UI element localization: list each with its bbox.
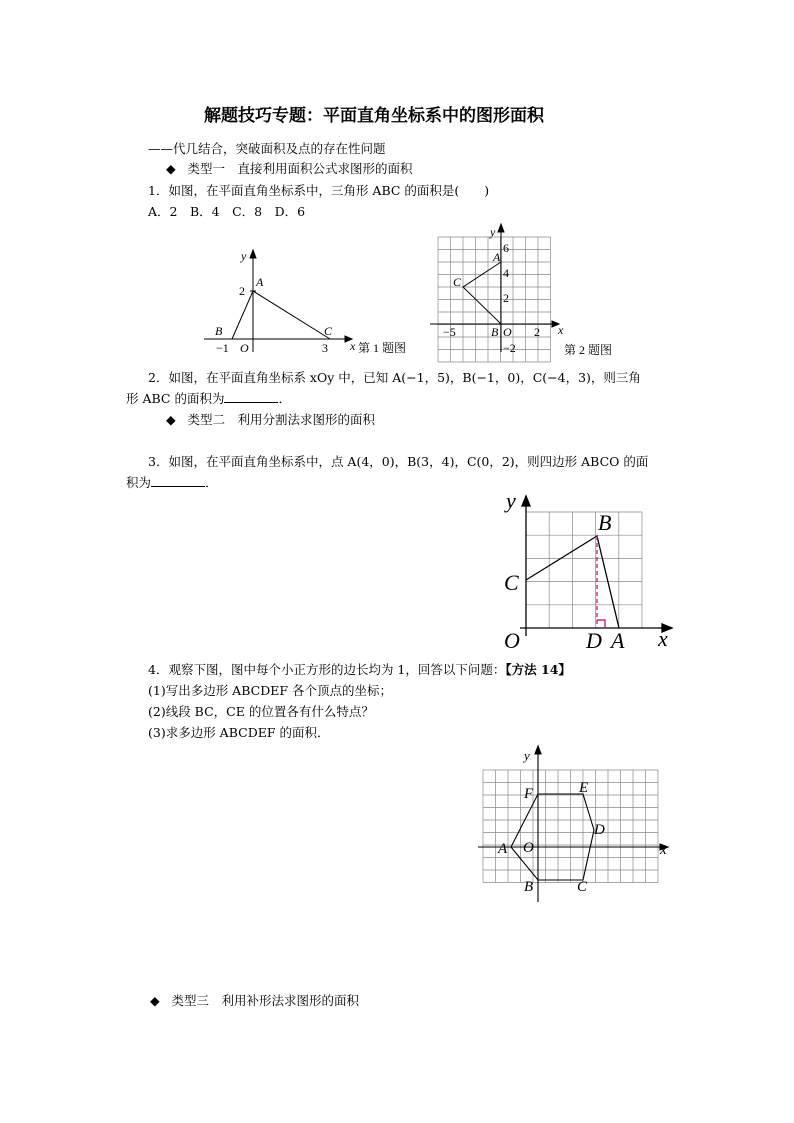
fig2-y-label: y — [490, 225, 496, 239]
method-tag: 【方法 14】 — [505, 662, 571, 677]
fig1-y-label: y — [241, 249, 247, 263]
bullet-icon: ◆ — [166, 412, 176, 427]
fig3-point-d: D — [586, 628, 602, 653]
question-2-line2: 形 ABC 的面积为 ． — [126, 391, 291, 406]
fig2-point-a: A — [493, 250, 501, 264]
fig4-point-c: C — [577, 879, 588, 895]
fig1-tick-xm1: −1 — [216, 341, 229, 355]
fig1-point-c: C — [324, 324, 333, 338]
fig2-origin: O — [503, 325, 512, 339]
fig4-point-a: A — [498, 841, 508, 857]
question-4-intro: 4．观察下图，图中每个小正方形的边长均为 1，回答以下问题：【方法 14】 — [148, 662, 571, 677]
fig2-x-label: x — [558, 323, 564, 337]
fig3-origin: O — [504, 628, 520, 653]
fig4-origin: O — [523, 840, 534, 856]
fig2-tick-x2: 2 — [534, 325, 540, 339]
section-3-heading: ◆ 类型三 利用补形法求图形的面积 — [150, 993, 360, 1008]
page-title: 解题技巧专题：平面直角坐标系中的图形面积 — [204, 106, 544, 126]
fig1-caption: 第 1 题图 — [358, 341, 407, 355]
fig4-point-e: E — [579, 780, 589, 796]
fig1-point-a: A — [256, 275, 264, 289]
fig3-y-label: y — [506, 488, 516, 513]
fig3-y-arrow — [522, 496, 530, 506]
fig2-caption: 第 2 题图 — [564, 343, 613, 357]
fig4-point-f: F — [524, 786, 534, 802]
fig2-tick-m2: −2 — [503, 341, 516, 355]
fig1-x-label: x — [350, 339, 356, 353]
answer-blank-3[interactable] — [151, 474, 205, 487]
fig2-point-b: B — [491, 325, 499, 339]
fig3-x-label: x — [658, 626, 668, 651]
question-1-text: 1．如图，在平面直角坐标系中，三角形 ABC 的面积是( ) — [148, 183, 490, 198]
fig2-tick-2: 2 — [503, 291, 509, 305]
figure-3 — [500, 488, 680, 653]
fig1-tick-x3: 3 — [322, 341, 328, 355]
fig4-point-d: D — [594, 822, 605, 838]
question-4-sub3: (3)求多边形 ABCDEF 的面积． — [148, 725, 330, 740]
fig4-hexagon — [511, 794, 594, 880]
fig1-triangle — [232, 291, 330, 339]
fig4-point-b: B — [524, 879, 534, 895]
fig1-y-arrow — [250, 250, 256, 258]
fig2-tick-m5: −5 — [443, 325, 456, 339]
fig3-point-c: C — [504, 570, 519, 595]
question-1-options: A．2 B．4 C．8 D．6 — [148, 204, 306, 219]
figure-4 — [478, 742, 688, 902]
fig3-point-a: A — [611, 628, 625, 653]
fig2-y-arrow — [498, 224, 504, 232]
figure-2 — [430, 224, 630, 357]
fig3-point-b: B — [598, 510, 612, 535]
question-3-line2: 积为 ． — [126, 475, 218, 490]
fig2-tick-4: 4 — [503, 266, 509, 280]
fig3-right-angle-mark — [597, 620, 605, 628]
fig1-tick-y2: 2 — [239, 284, 245, 298]
question-3-line1: 3．如图，在平面直角坐标系中，点 A(4，0)，B(3，4)，C(0，2)，则四边形 ABCO 的面 — [148, 454, 649, 469]
fig1-origin: O — [240, 341, 249, 355]
question-4-sub2: (2)线段 BC，CE 的位置各有什么特点？ — [148, 704, 374, 719]
answer-blank-2[interactable] — [224, 390, 278, 403]
fig2-tick-6: 6 — [503, 241, 509, 255]
figure-1 — [198, 240, 407, 360]
subtitle: ——代几结合，突破面积及点的存在性问题 — [148, 141, 386, 156]
fig4-y-label: y — [524, 748, 530, 763]
fig2-point-c: C — [453, 275, 462, 289]
section-2-heading: ◆ 类型二 利用分割法求图形的面积 — [166, 412, 376, 427]
fig4-x-label: x — [660, 842, 667, 858]
fig4-y-arrow — [535, 746, 541, 754]
question-4-sub1: (1)写出多边形 ABCDEF 各个顶点的坐标； — [148, 683, 392, 698]
bullet-icon: ◆ — [166, 161, 176, 176]
fig2-triangle — [463, 262, 501, 324]
fig1-point-b: B — [215, 324, 223, 338]
question-2-line1: 2．如图，在平面直角坐标系 xOy 中，已知 A(−1，5)，B(−1，0)，C(−4，3)，则三角 — [148, 370, 641, 385]
section-1-heading: ◆ 类型一 直接利用面积公式求图形的面积 — [166, 161, 413, 176]
bullet-icon: ◆ — [150, 993, 160, 1008]
